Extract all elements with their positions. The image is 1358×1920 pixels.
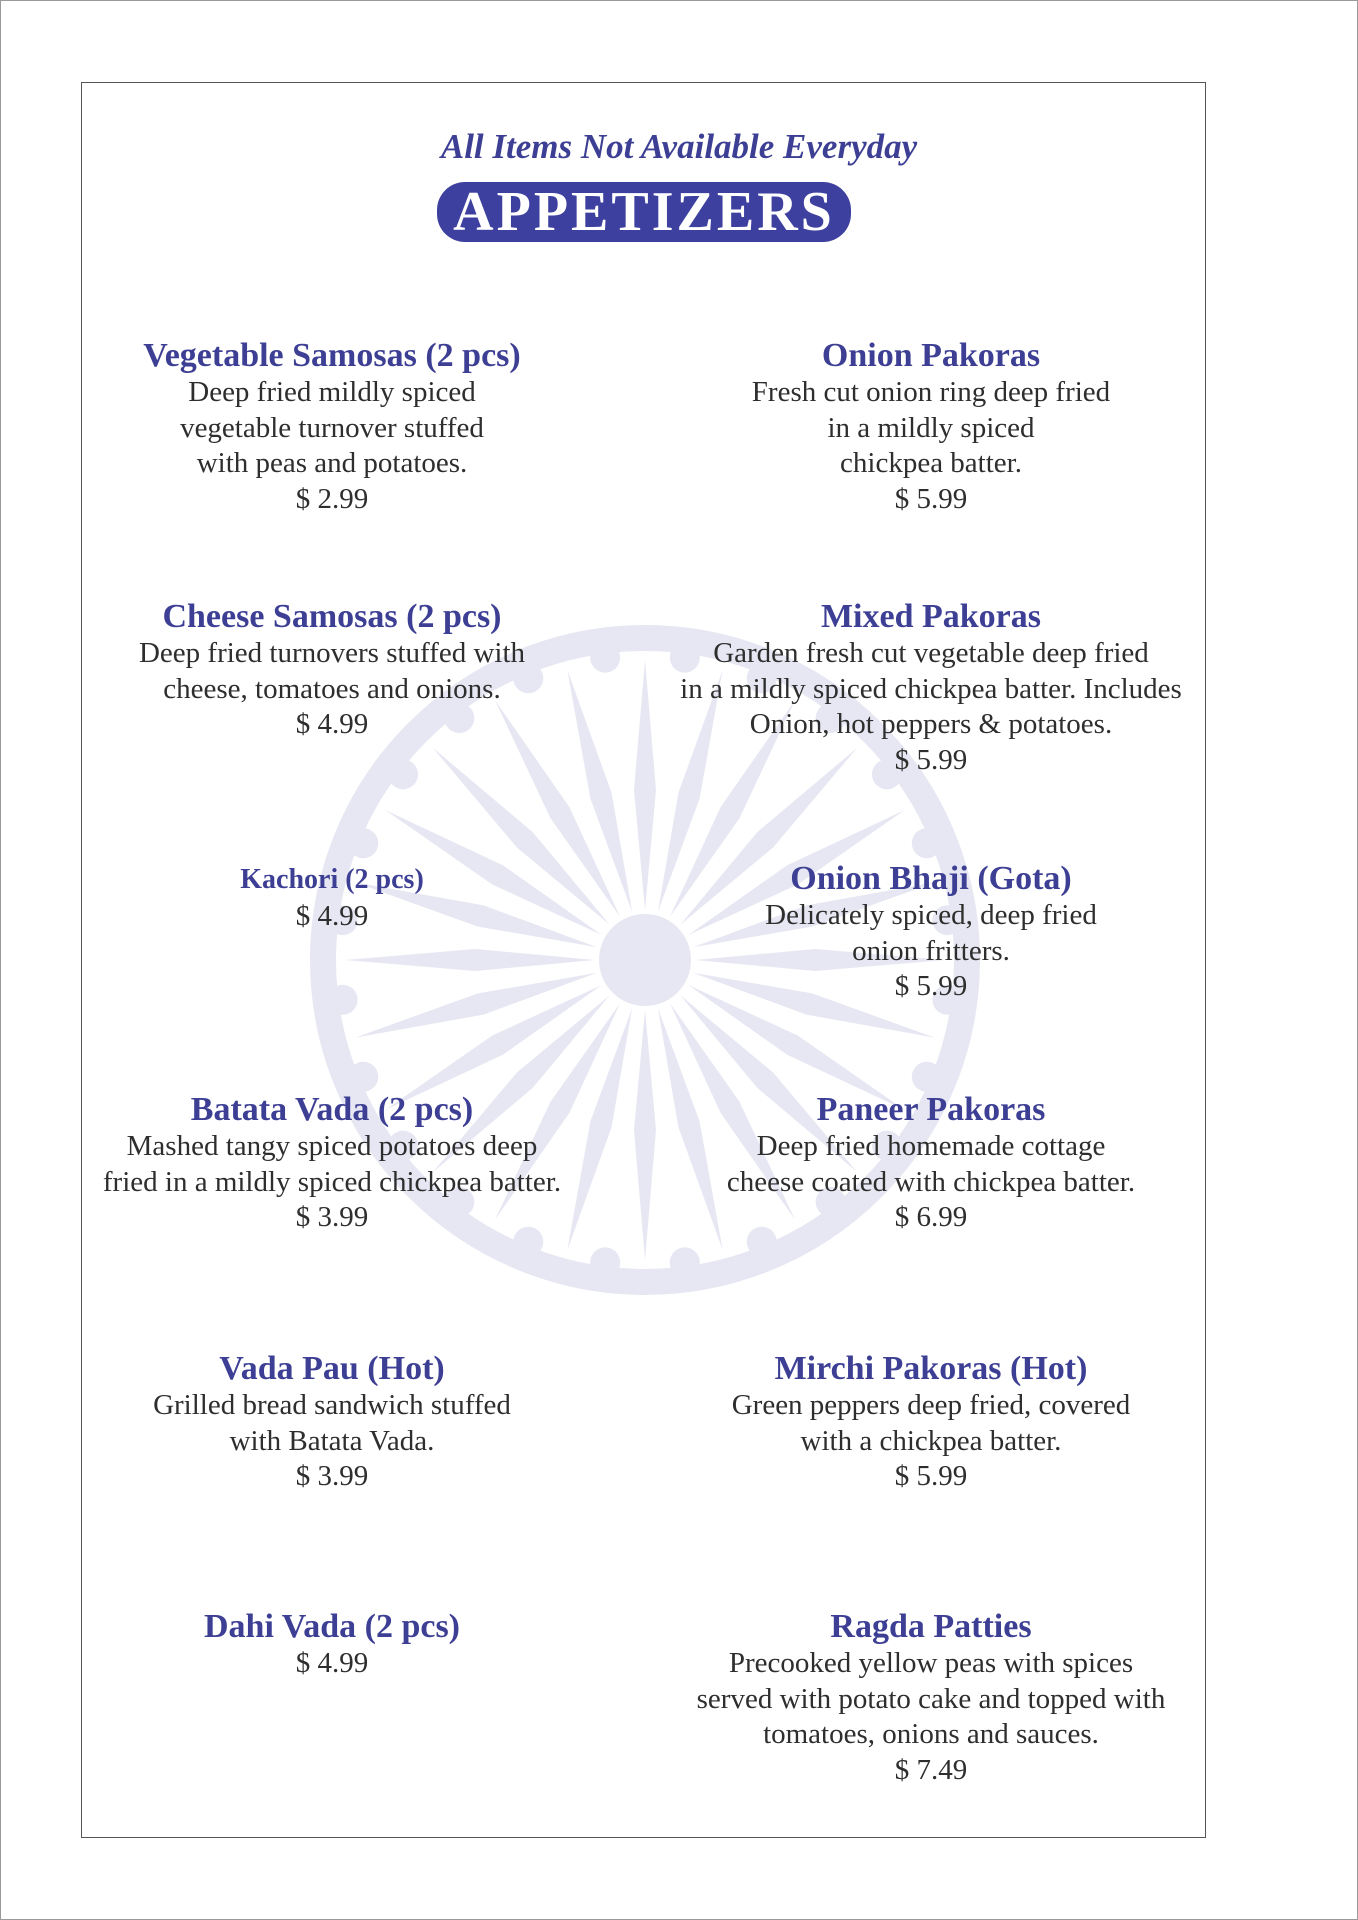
- item-name: Vegetable Samosas (2 pcs): [143, 337, 521, 374]
- item-name: Onion Bhaji (Gota): [790, 860, 1072, 897]
- item-description: Deep fried mildly spiced vegetable turnover stuffed with peas and potatoes.: [180, 376, 484, 479]
- item-description: Fresh cut onion ring deep fried in a mildly spiced chickpea batter.: [751, 376, 1111, 479]
- item-description: Grilled bread sandwich stuffed with Batata Vada.: [153, 1389, 511, 1457]
- menu-item-onion-bhaji: [651, 860, 1211, 1005]
- item-price: $ 5.99: [894, 482, 968, 515]
- item-description: Precooked yellow peas with spices served with potato cake and topped with tomatoes, onions and sauces.: [696, 1647, 1166, 1750]
- item-name: Ragda Patties: [830, 1608, 1032, 1645]
- item-description: Delicately spiced, deep fried onion fritters.: [765, 899, 1097, 967]
- item-price: $ 6.99: [894, 1201, 968, 1233]
- item-price: $ 4.99: [295, 708, 369, 740]
- availability-notice: All Items Not Available Everyday: [440, 127, 918, 166]
- item-price: $ 4.99: [295, 1647, 369, 1679]
- item-name: Paneer Pakoras: [816, 1091, 1046, 1128]
- menu-item-cheese-samosas: [62, 598, 602, 743]
- item-name: Vada Pau (Hot): [219, 1350, 445, 1387]
- item-name: Mixed Pakoras: [820, 598, 1042, 635]
- item-description: Deep fried turnovers stuffed with cheese, tomatoes and onions.: [138, 637, 526, 705]
- item-name: Dahi Vada (2 pcs): [203, 1608, 460, 1645]
- item-price: $ 5.99: [894, 1460, 968, 1492]
- item-description: Mashed tangy spiced potatoes deep fried in a mildly spiced chickpea batter.: [102, 1130, 562, 1198]
- menu-item-mirchi-pakoras: [651, 1350, 1211, 1495]
- item-description: Garden fresh cut vegetable deep fried in a mildly spiced chickpea batter. Includes Onion, hot peppers & potatoes.: [680, 637, 1182, 740]
- item-price: $ 5.99: [894, 743, 968, 776]
- item-description: Green peppers deep fried, covered with a chickpea batter.: [731, 1389, 1131, 1457]
- item-description: Deep fried homemade cottage cheese coated with chickpea batter.: [726, 1130, 1136, 1198]
- item-price: $ 7.49: [894, 1753, 968, 1786]
- item-price: $ 2.99: [295, 482, 369, 515]
- menu-item-paneer-pakoras: [651, 1091, 1211, 1236]
- item-price: $ 5.99: [894, 970, 968, 1002]
- item-name: Mirchi Pakoras (Hot): [774, 1350, 1088, 1387]
- section-title: APPETIZERS: [437, 182, 851, 242]
- menu-item-dahi-vada: [62, 1608, 602, 1682]
- item-name: Cheese Samosas (2 pcs): [162, 598, 502, 635]
- menu-item-batata-vada: [62, 1091, 602, 1236]
- item-price: $ 3.99: [295, 1460, 369, 1492]
- item-price: $ 3.99: [295, 1201, 369, 1233]
- menu-item-kachori: [62, 861, 602, 935]
- menu-item-vegetable-samosas: [62, 337, 602, 517]
- menu-item-mixed-pakoras: [651, 598, 1211, 778]
- menu-item-vada-pau: [62, 1350, 602, 1495]
- item-name: Batata Vada (2 pcs): [190, 1091, 474, 1128]
- menu-item-ragda-patties: [651, 1608, 1211, 1788]
- item-price: $ 4.99: [295, 900, 369, 932]
- item-name: Kachori (2 pcs): [240, 864, 424, 895]
- menu-item-onion-pakoras: [651, 337, 1211, 517]
- item-name: Onion Pakoras: [821, 337, 1041, 374]
